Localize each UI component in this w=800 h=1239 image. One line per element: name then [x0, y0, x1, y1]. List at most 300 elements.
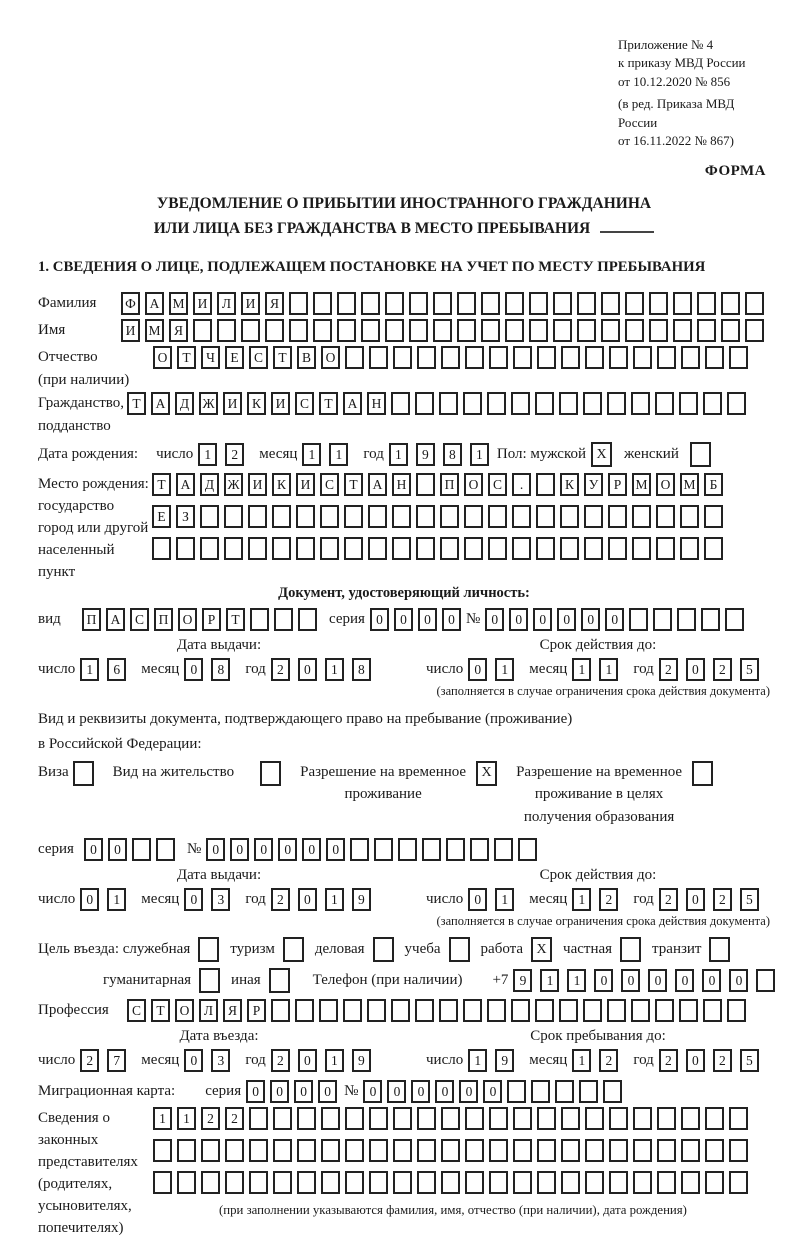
- char-cell[interactable]: [369, 1171, 388, 1194]
- char-cell[interactable]: 1: [572, 1049, 591, 1072]
- char-cell[interactable]: Е: [152, 505, 171, 528]
- char-cell[interactable]: [531, 1080, 550, 1103]
- char-cell[interactable]: [608, 537, 627, 560]
- temp-residence-edu-checkbox[interactable]: [692, 761, 713, 786]
- char-cell[interactable]: 1: [495, 888, 514, 911]
- char-cell[interactable]: [560, 505, 579, 528]
- char-cell[interactable]: М: [680, 473, 699, 496]
- char-cell[interactable]: [632, 505, 651, 528]
- char-cell[interactable]: [320, 505, 339, 528]
- char-cell[interactable]: 0: [298, 1049, 317, 1072]
- char-cell[interactable]: М: [169, 292, 188, 315]
- char-cell[interactable]: 9: [513, 969, 532, 992]
- char-cell[interactable]: [697, 292, 716, 315]
- char-cell[interactable]: 2: [225, 1107, 244, 1130]
- char-cell[interactable]: Н: [367, 392, 386, 415]
- char-cell[interactable]: [152, 537, 171, 560]
- char-cell[interactable]: 0: [270, 1080, 289, 1103]
- char-cell[interactable]: 2: [599, 888, 618, 911]
- char-cell[interactable]: [200, 537, 219, 560]
- char-cell[interactable]: 8: [211, 658, 230, 681]
- char-cell[interactable]: [265, 319, 284, 342]
- char-cell[interactable]: [465, 1139, 484, 1162]
- purpose-other-checkbox[interactable]: [269, 968, 290, 993]
- char-cell[interactable]: [248, 505, 267, 528]
- char-cell[interactable]: [631, 392, 650, 415]
- char-cell[interactable]: 1: [599, 658, 618, 681]
- char-cell[interactable]: О: [464, 473, 483, 496]
- char-cell[interactable]: [321, 1139, 340, 1162]
- char-cell[interactable]: С: [295, 392, 314, 415]
- char-cell[interactable]: [345, 1171, 364, 1194]
- char-cell[interactable]: М: [632, 473, 651, 496]
- char-cell[interactable]: [705, 346, 724, 369]
- char-cell[interactable]: 1: [325, 658, 344, 681]
- char-cell[interactable]: [727, 392, 746, 415]
- char-cell[interactable]: 5: [740, 1049, 759, 1072]
- char-cell[interactable]: 9: [495, 1049, 514, 1072]
- char-cell[interactable]: 1: [572, 658, 591, 681]
- char-cell[interactable]: [274, 608, 293, 631]
- char-cell[interactable]: [446, 838, 465, 861]
- char-cell[interactable]: [463, 392, 482, 415]
- char-cell[interactable]: [579, 1080, 598, 1103]
- char-cell[interactable]: 3: [211, 888, 230, 911]
- char-cell[interactable]: К: [272, 473, 291, 496]
- char-cell[interactable]: [457, 319, 476, 342]
- char-cell[interactable]: 0: [108, 838, 127, 861]
- char-cell[interactable]: Ч: [201, 346, 220, 369]
- char-cell[interactable]: [657, 1171, 676, 1194]
- char-cell[interactable]: [156, 838, 175, 861]
- char-cell[interactable]: З: [176, 505, 195, 528]
- char-cell[interactable]: [537, 1107, 556, 1130]
- char-cell[interactable]: 2: [713, 658, 732, 681]
- char-cell[interactable]: 0: [206, 838, 225, 861]
- char-cell[interactable]: О: [178, 608, 197, 631]
- char-cell[interactable]: [649, 319, 668, 342]
- char-cell[interactable]: [201, 1171, 220, 1194]
- char-cell[interactable]: Ж: [199, 392, 218, 415]
- char-cell[interactable]: Т: [319, 392, 338, 415]
- char-cell[interactable]: [555, 1080, 574, 1103]
- char-cell[interactable]: [441, 1171, 460, 1194]
- char-cell[interactable]: Б: [704, 473, 723, 496]
- char-cell[interactable]: [441, 1107, 460, 1130]
- char-cell[interactable]: [537, 1171, 556, 1194]
- char-cell[interactable]: 0: [648, 969, 667, 992]
- char-cell[interactable]: [200, 505, 219, 528]
- char-cell[interactable]: [489, 1171, 508, 1194]
- char-cell[interactable]: [756, 969, 775, 992]
- char-cell[interactable]: [488, 537, 507, 560]
- char-cell[interactable]: [727, 999, 746, 1022]
- char-cell[interactable]: [673, 319, 692, 342]
- char-cell[interactable]: [217, 319, 236, 342]
- char-cell[interactable]: 0: [509, 608, 528, 631]
- char-cell[interactable]: 0: [298, 658, 317, 681]
- char-cell[interactable]: 5: [740, 658, 759, 681]
- char-cell[interactable]: [609, 1107, 628, 1130]
- char-cell[interactable]: [369, 346, 388, 369]
- char-cell[interactable]: К: [247, 392, 266, 415]
- char-cell[interactable]: [481, 292, 500, 315]
- char-cell[interactable]: 7: [107, 1049, 126, 1072]
- char-cell[interactable]: 2: [659, 1049, 678, 1072]
- char-cell[interactable]: [494, 838, 513, 861]
- char-cell[interactable]: 1: [329, 443, 348, 466]
- char-cell[interactable]: Т: [177, 346, 196, 369]
- char-cell[interactable]: 2: [599, 1049, 618, 1072]
- char-cell[interactable]: 2: [713, 1049, 732, 1072]
- char-cell[interactable]: [441, 346, 460, 369]
- char-cell[interactable]: [559, 392, 578, 415]
- char-cell[interactable]: [633, 1107, 652, 1130]
- char-cell[interactable]: [721, 319, 740, 342]
- char-cell[interactable]: 0: [254, 838, 273, 861]
- char-cell[interactable]: [512, 537, 531, 560]
- char-cell[interactable]: [241, 319, 260, 342]
- char-cell[interactable]: [398, 838, 417, 861]
- purpose-transit-checkbox[interactable]: [709, 937, 730, 962]
- char-cell[interactable]: [633, 1171, 652, 1194]
- char-cell[interactable]: [416, 473, 435, 496]
- char-cell[interactable]: [603, 1080, 622, 1103]
- char-cell[interactable]: [513, 1107, 532, 1130]
- char-cell[interactable]: [701, 608, 720, 631]
- char-cell[interactable]: И: [248, 473, 267, 496]
- char-cell[interactable]: [296, 505, 315, 528]
- char-cell[interactable]: [249, 1107, 268, 1130]
- char-cell[interactable]: [391, 999, 410, 1022]
- char-cell[interactable]: [704, 505, 723, 528]
- char-cell[interactable]: [361, 292, 380, 315]
- char-cell[interactable]: [625, 292, 644, 315]
- char-cell[interactable]: [681, 1139, 700, 1162]
- char-cell[interactable]: [439, 392, 458, 415]
- char-cell[interactable]: [345, 1139, 364, 1162]
- char-cell[interactable]: 1: [540, 969, 559, 992]
- residence-permit-checkbox[interactable]: [260, 761, 281, 786]
- char-cell[interactable]: [392, 505, 411, 528]
- char-cell[interactable]: И: [121, 319, 140, 342]
- char-cell[interactable]: С: [488, 473, 507, 496]
- char-cell[interactable]: Р: [202, 608, 221, 631]
- char-cell[interactable]: 0: [230, 838, 249, 861]
- char-cell[interactable]: [561, 1171, 580, 1194]
- char-cell[interactable]: [511, 392, 530, 415]
- char-cell[interactable]: 0: [184, 888, 203, 911]
- char-cell[interactable]: [393, 346, 412, 369]
- char-cell[interactable]: 0: [387, 1080, 406, 1103]
- char-cell[interactable]: [409, 319, 428, 342]
- char-cell[interactable]: [705, 1107, 724, 1130]
- char-cell[interactable]: [535, 392, 554, 415]
- char-cell[interactable]: 0: [581, 608, 600, 631]
- char-cell[interactable]: 1: [153, 1107, 172, 1130]
- char-cell[interactable]: [511, 999, 530, 1022]
- char-cell[interactable]: [679, 999, 698, 1022]
- char-cell[interactable]: [224, 505, 243, 528]
- char-cell[interactable]: 2: [713, 888, 732, 911]
- temp-residence-checkbox[interactable]: X: [476, 761, 497, 786]
- char-cell[interactable]: [369, 1139, 388, 1162]
- char-cell[interactable]: [585, 346, 604, 369]
- char-cell[interactable]: [553, 319, 572, 342]
- char-cell[interactable]: [201, 1139, 220, 1162]
- char-cell[interactable]: [488, 505, 507, 528]
- char-cell[interactable]: [609, 346, 628, 369]
- char-cell[interactable]: 6: [107, 658, 126, 681]
- char-cell[interactable]: [601, 292, 620, 315]
- char-cell[interactable]: [655, 999, 674, 1022]
- char-cell[interactable]: 0: [302, 838, 321, 861]
- char-cell[interactable]: [361, 319, 380, 342]
- char-cell[interactable]: Т: [151, 999, 170, 1022]
- char-cell[interactable]: А: [368, 473, 387, 496]
- char-cell[interactable]: 0: [686, 888, 705, 911]
- char-cell[interactable]: [289, 292, 308, 315]
- char-cell[interactable]: [481, 319, 500, 342]
- char-cell[interactable]: [313, 319, 332, 342]
- char-cell[interactable]: [193, 319, 212, 342]
- char-cell[interactable]: [745, 319, 764, 342]
- char-cell[interactable]: [313, 292, 332, 315]
- char-cell[interactable]: Я: [169, 319, 188, 342]
- char-cell[interactable]: [321, 1171, 340, 1194]
- char-cell[interactable]: [344, 505, 363, 528]
- char-cell[interactable]: [487, 392, 506, 415]
- purpose-private-checkbox[interactable]: [620, 937, 641, 962]
- char-cell[interactable]: М: [145, 319, 164, 342]
- char-cell[interactable]: [249, 1139, 268, 1162]
- char-cell[interactable]: [417, 346, 436, 369]
- char-cell[interactable]: [465, 1107, 484, 1130]
- char-cell[interactable]: А: [343, 392, 362, 415]
- char-cell[interactable]: [513, 1139, 532, 1162]
- char-cell[interactable]: 0: [533, 608, 552, 631]
- char-cell[interactable]: [393, 1139, 412, 1162]
- char-cell[interactable]: 0: [394, 608, 413, 631]
- char-cell[interactable]: 1: [325, 888, 344, 911]
- char-cell[interactable]: 0: [675, 969, 694, 992]
- char-cell[interactable]: О: [656, 473, 675, 496]
- char-cell[interactable]: [560, 537, 579, 560]
- char-cell[interactable]: [422, 838, 441, 861]
- char-cell[interactable]: [374, 838, 393, 861]
- char-cell[interactable]: [153, 1139, 172, 1162]
- char-cell[interactable]: 1: [302, 443, 321, 466]
- char-cell[interactable]: Ж: [224, 473, 243, 496]
- char-cell[interactable]: [609, 1171, 628, 1194]
- char-cell[interactable]: [224, 537, 243, 560]
- char-cell[interactable]: [681, 346, 700, 369]
- char-cell[interactable]: [489, 1107, 508, 1130]
- char-cell[interactable]: 0: [318, 1080, 337, 1103]
- char-cell[interactable]: [529, 319, 548, 342]
- char-cell[interactable]: С: [249, 346, 268, 369]
- char-cell[interactable]: 2: [225, 443, 244, 466]
- char-cell[interactable]: О: [321, 346, 340, 369]
- char-cell[interactable]: [561, 1107, 580, 1130]
- char-cell[interactable]: 0: [468, 888, 487, 911]
- char-cell[interactable]: [633, 346, 652, 369]
- char-cell[interactable]: [561, 346, 580, 369]
- char-cell[interactable]: А: [145, 292, 164, 315]
- char-cell[interactable]: [583, 999, 602, 1022]
- char-cell[interactable]: [297, 1171, 316, 1194]
- char-cell[interactable]: [608, 505, 627, 528]
- char-cell[interactable]: [392, 537, 411, 560]
- char-cell[interactable]: [367, 999, 386, 1022]
- purpose-business-checkbox[interactable]: [373, 937, 394, 962]
- char-cell[interactable]: 1: [198, 443, 217, 466]
- char-cell[interactable]: У: [584, 473, 603, 496]
- char-cell[interactable]: [296, 537, 315, 560]
- char-cell[interactable]: [439, 999, 458, 1022]
- char-cell[interactable]: [320, 537, 339, 560]
- char-cell[interactable]: [656, 537, 675, 560]
- char-cell[interactable]: [273, 1171, 292, 1194]
- char-cell[interactable]: Л: [217, 292, 236, 315]
- char-cell[interactable]: [513, 346, 532, 369]
- purpose-humanitarian-checkbox[interactable]: [199, 968, 220, 993]
- char-cell[interactable]: 0: [411, 1080, 430, 1103]
- char-cell[interactable]: П: [440, 473, 459, 496]
- char-cell[interactable]: 0: [418, 608, 437, 631]
- char-cell[interactable]: 1: [495, 658, 514, 681]
- char-cell[interactable]: [345, 1107, 364, 1130]
- char-cell[interactable]: 1: [389, 443, 408, 466]
- char-cell[interactable]: Т: [127, 392, 146, 415]
- char-cell[interactable]: [273, 1139, 292, 1162]
- char-cell[interactable]: 1: [177, 1107, 196, 1130]
- char-cell[interactable]: [415, 392, 434, 415]
- char-cell[interactable]: [289, 319, 308, 342]
- char-cell[interactable]: [489, 346, 508, 369]
- char-cell[interactable]: [416, 505, 435, 528]
- char-cell[interactable]: [409, 292, 428, 315]
- char-cell[interactable]: П: [82, 608, 101, 631]
- char-cell[interactable]: П: [154, 608, 173, 631]
- char-cell[interactable]: [705, 1171, 724, 1194]
- char-cell[interactable]: [295, 999, 314, 1022]
- char-cell[interactable]: 0: [686, 1049, 705, 1072]
- char-cell[interactable]: [681, 1171, 700, 1194]
- char-cell[interactable]: К: [560, 473, 579, 496]
- purpose-tourism-checkbox[interactable]: [283, 937, 304, 962]
- char-cell[interactable]: [536, 537, 555, 560]
- char-cell[interactable]: [350, 838, 369, 861]
- char-cell[interactable]: 2: [271, 888, 290, 911]
- char-cell[interactable]: 0: [246, 1080, 265, 1103]
- char-cell[interactable]: 0: [370, 608, 389, 631]
- char-cell[interactable]: [368, 505, 387, 528]
- char-cell[interactable]: [625, 319, 644, 342]
- char-cell[interactable]: [225, 1139, 244, 1162]
- char-cell[interactable]: Т: [226, 608, 245, 631]
- char-cell[interactable]: [440, 537, 459, 560]
- char-cell[interactable]: С: [320, 473, 339, 496]
- char-cell[interactable]: [177, 1139, 196, 1162]
- char-cell[interactable]: Д: [200, 473, 219, 496]
- char-cell[interactable]: [465, 346, 484, 369]
- char-cell[interactable]: [464, 537, 483, 560]
- char-cell[interactable]: 9: [352, 888, 371, 911]
- purpose-study-checkbox[interactable]: [449, 937, 470, 962]
- char-cell[interactable]: 0: [184, 1049, 203, 1072]
- char-cell[interactable]: [653, 608, 672, 631]
- char-cell[interactable]: 0: [557, 608, 576, 631]
- char-cell[interactable]: [536, 505, 555, 528]
- char-cell[interactable]: А: [106, 608, 125, 631]
- char-cell[interactable]: 1: [468, 1049, 487, 1072]
- char-cell[interactable]: 1: [107, 888, 126, 911]
- char-cell[interactable]: 1: [572, 888, 591, 911]
- char-cell[interactable]: В: [297, 346, 316, 369]
- char-cell[interactable]: [250, 608, 269, 631]
- char-cell[interactable]: 0: [605, 608, 624, 631]
- char-cell[interactable]: [319, 999, 338, 1022]
- char-cell[interactable]: 0: [621, 969, 640, 992]
- char-cell[interactable]: [584, 537, 603, 560]
- char-cell[interactable]: [464, 505, 483, 528]
- char-cell[interactable]: [537, 1139, 556, 1162]
- char-cell[interactable]: [729, 1139, 748, 1162]
- char-cell[interactable]: Д: [175, 392, 194, 415]
- char-cell[interactable]: [393, 1171, 412, 1194]
- char-cell[interactable]: [657, 346, 676, 369]
- char-cell[interactable]: [673, 292, 692, 315]
- char-cell[interactable]: [337, 319, 356, 342]
- char-cell[interactable]: 2: [659, 658, 678, 681]
- char-cell[interactable]: [529, 292, 548, 315]
- char-cell[interactable]: [248, 537, 267, 560]
- char-cell[interactable]: [577, 292, 596, 315]
- char-cell[interactable]: [345, 346, 364, 369]
- char-cell[interactable]: [729, 1107, 748, 1130]
- char-cell[interactable]: [537, 346, 556, 369]
- char-cell[interactable]: И: [223, 392, 242, 415]
- char-cell[interactable]: [132, 838, 151, 861]
- char-cell[interactable]: О: [175, 999, 194, 1022]
- char-cell[interactable]: И: [241, 292, 260, 315]
- visa-checkbox[interactable]: [73, 761, 94, 786]
- char-cell[interactable]: [632, 537, 651, 560]
- char-cell[interactable]: 9: [352, 1049, 371, 1072]
- char-cell[interactable]: [337, 292, 356, 315]
- char-cell[interactable]: 2: [201, 1107, 220, 1130]
- char-cell[interactable]: [441, 1139, 460, 1162]
- char-cell[interactable]: [391, 392, 410, 415]
- char-cell[interactable]: [657, 1107, 676, 1130]
- char-cell[interactable]: И: [296, 473, 315, 496]
- char-cell[interactable]: [703, 999, 722, 1022]
- char-cell[interactable]: 1: [80, 658, 99, 681]
- char-cell[interactable]: [321, 1107, 340, 1130]
- char-cell[interactable]: [609, 1139, 628, 1162]
- char-cell[interactable]: 0: [326, 838, 345, 861]
- char-cell[interactable]: [729, 346, 748, 369]
- char-cell[interactable]: 1: [470, 443, 489, 466]
- char-cell[interactable]: [680, 537, 699, 560]
- char-cell[interactable]: А: [151, 392, 170, 415]
- char-cell[interactable]: 0: [80, 888, 99, 911]
- char-cell[interactable]: 0: [485, 608, 504, 631]
- char-cell[interactable]: Р: [247, 999, 266, 1022]
- char-cell[interactable]: С: [130, 608, 149, 631]
- char-cell[interactable]: [298, 608, 317, 631]
